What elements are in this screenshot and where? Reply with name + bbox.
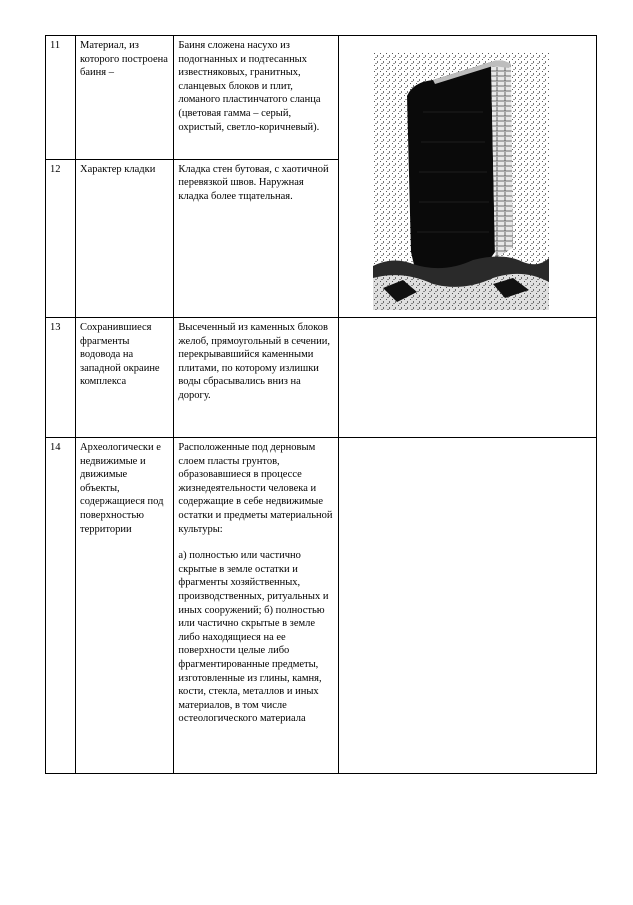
row-number: 12 bbox=[46, 159, 76, 317]
row-description: Высеченный из каменных блоков желоб, прямоугольный в сечении, перекрывавшийся каменными плитами, по которому излишки воды сбрасывались вниз на дорогу. bbox=[174, 318, 339, 438]
row-name: Археологически е недвижимые и движимые объекты, содержащиеся под поверхностью территории bbox=[76, 438, 174, 774]
row-name: Характер кладки bbox=[76, 159, 174, 317]
row-number: 13 bbox=[46, 318, 76, 438]
table-row bbox=[46, 36, 597, 160]
row-name: Материал, из которого построена баиня – bbox=[76, 36, 174, 160]
row-number: 14 bbox=[46, 438, 76, 774]
table-row bbox=[46, 318, 597, 438]
row-description bbox=[174, 438, 339, 774]
row-description: Баиня сложена насухо из подогнанных и подтесанных известняковых, гранитных, сланцевых блоков и плит, ломаного пластинчатого сланца (цветовая гамма – серый, охристый, светло-коричневый). bbox=[174, 36, 339, 160]
row-number: 11 bbox=[46, 36, 76, 160]
row-description: Кладка стен бутовая, с хаотичной перевязкой швов. Наружная кладка более тщательная. bbox=[174, 159, 339, 317]
row-name: Сохранившиеся фрагменты водовода на западной окраине комплекса bbox=[76, 318, 174, 438]
table-row bbox=[46, 438, 597, 774]
empty-cell bbox=[339, 438, 597, 774]
empty-cell bbox=[339, 318, 597, 438]
description-paragraph: Расположенные под дерновым слоем пласты грунтов, образовавшиеся в процессе жизнедеятельности человека и содержащие в себе недвижимые остатки и предметы материальной культуры: bbox=[178, 442, 333, 535]
photo-cell bbox=[339, 36, 597, 318]
description-paragraph: а) полностью или частично скрытые в земле остатки и фрагменты хозяйственных, производственных, ритуальных и иных сооружений; б) полностью или частично скрытые в земле либо находящиеся на ее поверхности целые либо фрагментированные предметы, изготовленные из глины, камня, кости, стекла, металлов и иных материалов, в том числе остеологического материала bbox=[178, 550, 329, 725]
tower-photo-icon bbox=[373, 52, 549, 310]
monument-table bbox=[45, 35, 597, 774]
